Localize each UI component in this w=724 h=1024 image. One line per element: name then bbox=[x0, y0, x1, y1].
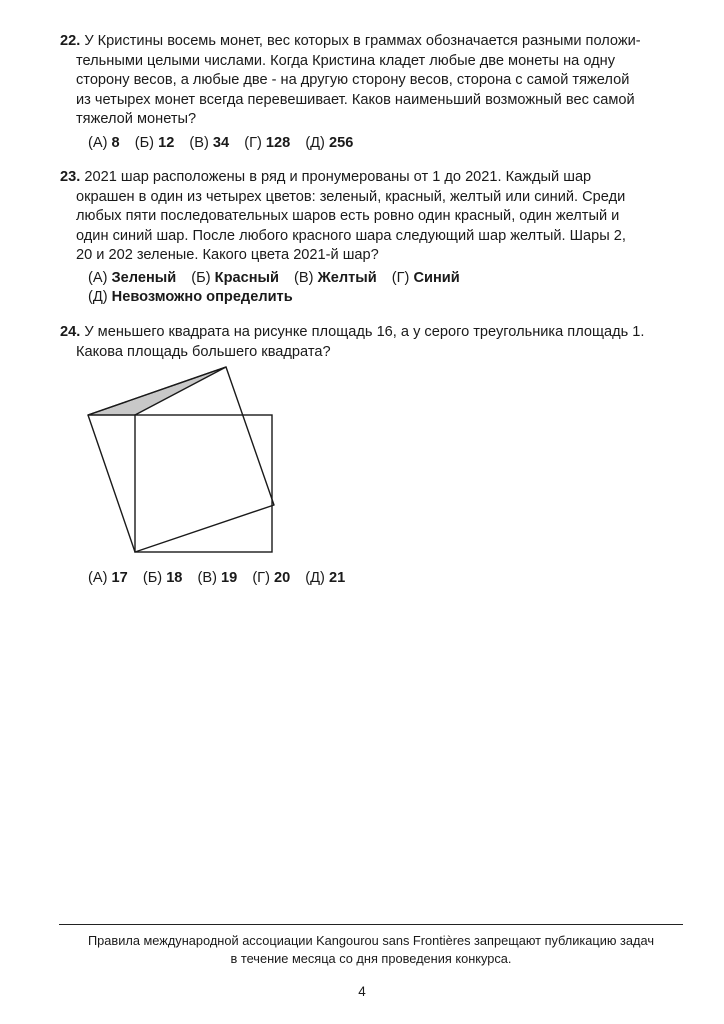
problem-text-line: любых пяти последовательных шаров есть ровно один красный, один желтый и bbox=[76, 208, 620, 224]
answer-options-22 bbox=[88, 134, 364, 154]
answer-options-24 bbox=[88, 569, 356, 589]
footer-line-1: Правила международной ассоциации Kangourou sans Frontières запрещают публикацию задач bbox=[87, 933, 655, 948]
problem-text-line: 2021 шар расположены в ряд и пронумерованы от 1 до 2021. Каждый шар bbox=[84, 169, 592, 185]
problem-22 bbox=[60, 32, 690, 130]
answer-option: (Д) Невозможно определить bbox=[88, 289, 293, 305]
squares-figure bbox=[80, 362, 280, 562]
problem-text-line: сторону весов, а любые две - на другую сторону весов, сторона с самой тяжелой bbox=[76, 72, 630, 88]
answer-option: (А) 17 bbox=[88, 570, 128, 586]
answer-option: (В) 34 bbox=[189, 135, 230, 151]
geometry-diagram bbox=[80, 362, 280, 557]
problem-number: 23. bbox=[60, 169, 81, 185]
problem-text-line: У Кристины восемь монет, вес которых в граммах обозначается разными положи- bbox=[84, 33, 641, 49]
page-number: 4 bbox=[358, 984, 366, 999]
smaller-square bbox=[135, 415, 272, 552]
problem-number: 22. bbox=[60, 33, 81, 49]
answer-option: (Б) 12 bbox=[134, 135, 175, 151]
answer-option: (Б) 18 bbox=[142, 570, 183, 586]
larger-square bbox=[88, 367, 274, 552]
footer-divider bbox=[59, 924, 683, 925]
footer-line-2: в течение месяца со дня проведения конкурса. bbox=[230, 951, 512, 966]
answer-options-23 bbox=[88, 269, 471, 289]
problem-number: 24. bbox=[60, 324, 81, 340]
answer-option: (Д) 256 bbox=[305, 135, 354, 151]
problem-text-line: тельными целыми числами. Когда Кристина кладет любые две монеты на одну bbox=[76, 52, 615, 69]
answer-option: (Г) 20 bbox=[252, 570, 291, 586]
answer-option: (В) 19 bbox=[197, 570, 238, 586]
answer-option: (А) 8 bbox=[88, 135, 120, 151]
answer-option: (А) Зеленый bbox=[88, 270, 177, 286]
answer-option: (В) Желтый bbox=[294, 270, 377, 286]
problem-text-line: тяжелой монеты? bbox=[76, 111, 197, 127]
footer-notice bbox=[59, 932, 683, 968]
problem-text-line: У меньшего квадрата на рисунке площадь 16, а у серого треугольника площадь 1. bbox=[84, 324, 645, 340]
problem-text-line: Какова площадь большего квадрата? bbox=[76, 343, 331, 360]
problem-text-line: один синий шар. После любого красного шара следующий шар желтый. Шары 2, bbox=[76, 227, 626, 244]
answer-options-23-row2 bbox=[88, 288, 304, 308]
problem-text-line: 20 и 202 зеленые. Какого цвета 2021-й шар? bbox=[76, 247, 379, 263]
problem-text-line: из четырех монет всегда перевешивает. Каков наименьший возможный вес самой bbox=[76, 91, 635, 108]
answer-option: (Д) 21 bbox=[305, 570, 346, 586]
answer-option: (Б) Красный bbox=[191, 270, 279, 286]
answer-option: (Г) Синий bbox=[391, 270, 460, 286]
problem-text-line: окрашен в один из четырех цветов: зеленый, красный, желтый или синий. Среди bbox=[76, 188, 626, 205]
answer-option: (Г) 128 bbox=[244, 135, 291, 151]
problem-24 bbox=[60, 323, 690, 362]
problem-23 bbox=[60, 168, 690, 266]
